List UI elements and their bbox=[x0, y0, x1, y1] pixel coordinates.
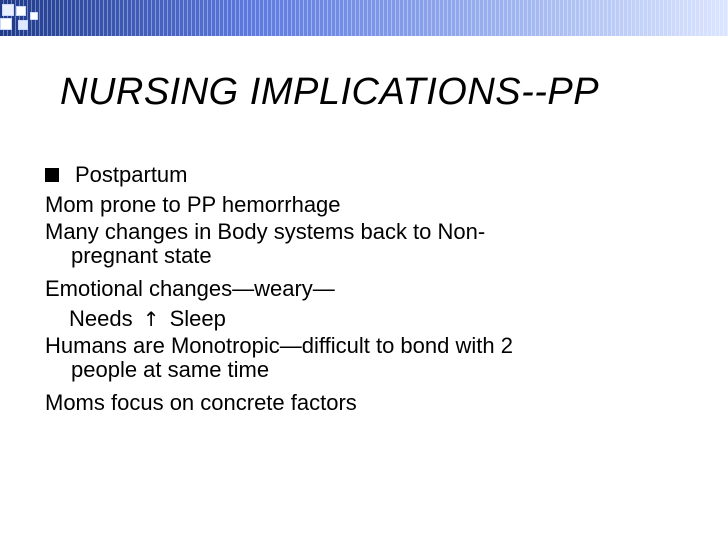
text-line-part: Many changes in Body systems back to Non- bbox=[45, 219, 486, 244]
header-stripes bbox=[0, 0, 728, 36]
text-line-continuation: people at same time bbox=[71, 357, 270, 382]
bullet-label: Postpartum bbox=[75, 162, 188, 187]
decorative-square bbox=[16, 6, 26, 16]
slide-title: NURSING IMPLICATIONS--PP bbox=[60, 71, 600, 113]
decorative-square bbox=[30, 12, 38, 20]
decorative-square bbox=[18, 20, 28, 30]
sleep-label: Sleep bbox=[169, 306, 226, 331]
text-line-continuation: pregnant state bbox=[71, 243, 212, 268]
slide-content bbox=[45, 160, 715, 418]
bullet-item bbox=[45, 160, 715, 190]
text-line bbox=[45, 220, 715, 268]
text-line bbox=[45, 334, 715, 382]
needs-label: Needs bbox=[69, 306, 133, 331]
header-band bbox=[0, 0, 728, 36]
decorative-square bbox=[0, 18, 12, 30]
decorative-square bbox=[2, 4, 14, 16]
text-line: Mom prone to PP hemorrhage bbox=[45, 192, 341, 217]
text-line: Emotional changes—weary— bbox=[45, 276, 335, 301]
text-line-indented bbox=[45, 304, 715, 334]
text-line-part: Humans are Monotropic—difficult to bond with 2 bbox=[45, 333, 513, 358]
arrow-up-icon: ↑ bbox=[142, 307, 160, 331]
square-bullet-icon bbox=[45, 168, 59, 182]
text-line: Moms focus on concrete factors bbox=[45, 390, 357, 415]
